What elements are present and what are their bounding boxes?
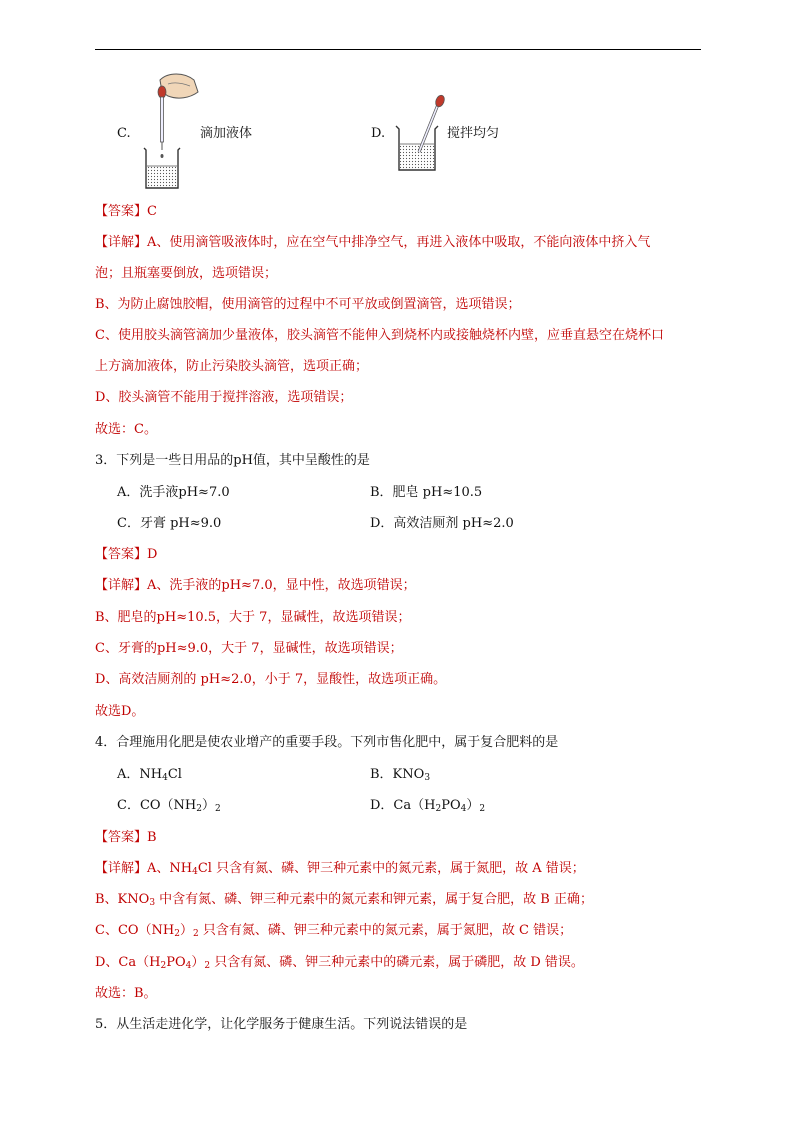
option-c-letter: C.	[117, 126, 131, 141]
q2-detail-line: B、为防止腐蚀胶帽，使用滴管的过程中不可平放或倒置滴管，选项错误；	[95, 297, 521, 312]
q3-option-c: C．牙膏 pH≈9.0	[117, 516, 222, 531]
q2-detail-line: 上方滴加液体，防止污染胶头滴管，选项正确；	[95, 359, 369, 374]
q3-detail-line: D、高效洁厕剂的 pH≈2.0，小于 7，显酸性，故选项正确。	[95, 672, 447, 687]
q3-answer: 【答案】D	[95, 547, 158, 562]
q4-detail-line: 故选：B。	[95, 986, 157, 1001]
q4-detail-line: D、$Ca(H_2PO_4)_2$ 只含有氮、磷、钾三种元素中的磷元素，属于磷肥，故 D 错误。	[95, 955, 584, 971]
q3-detail-line: C、牙膏的pH≈9.0，大于 7，显碱性，故选项错误；	[95, 641, 403, 656]
header-rule	[95, 49, 701, 50]
q4-option-d: D．$Ca(H_2PO_4)_2$	[370, 798, 486, 814]
q3-option-b: B．肥皂 pH≈10.5	[370, 485, 483, 500]
q3-detail-line: B、肥皂的pH≈10.5，大于 7，显碱性，故选项错误；	[95, 610, 411, 625]
q4-answer: 【答案】B	[95, 830, 157, 845]
q4-detail-line: B、$KNO_3$ 中含有氮、磷、钾三种元素中的氮元素和钾元素，属于复合肥，故 B 正确；	[95, 892, 593, 908]
q5-stem: 5．从生活走进化学，让化学服务于健康生活。下列说法错误的是	[95, 1017, 468, 1032]
q4-detail-line: C、$CO(NH_2)_2$ 只含有氮、磷、钾三种元素中的氮元素，属于氮肥，故 C 错误；	[95, 923, 573, 939]
q3-stem: 3．下列是一些日用品的pH值，其中呈酸性的是	[95, 453, 370, 468]
q3-detail-line: 【详解】A、洗手液的pH≈7.0，显中性，故选项错误；	[95, 578, 416, 593]
q4-stem: 4．合理施用化肥是使农业增产的重要手段。下列市售化肥中，属于复合肥料的是	[95, 735, 559, 750]
dropper-stirring-illustration	[393, 94, 447, 174]
q2-detail-line: 【详解】A、使用滴管吸液体时，应在空气中排净空气，再进入液体中吸取，不能向液体中挤入气	[95, 235, 651, 250]
dropper-beaker-illustration	[138, 70, 200, 192]
option-d-letter: D.	[371, 126, 386, 141]
q2-detail-line: C、使用胶头滴管滴加少量液体，胶头滴管不能伸入到烧杯内或接触烧杯内壁，应垂直悬空在烧杯口	[95, 328, 664, 343]
q4-option-c: C．$CO(NH_2)_2$	[117, 798, 221, 814]
q3-option-d: D．高效洁厕剂 pH≈2.0	[370, 516, 514, 531]
option-d-caption: 搅拌均匀	[447, 126, 500, 141]
q2-answer: 【答案】C	[95, 204, 157, 219]
q3-option-a: A．洗手液pH≈7.0	[117, 485, 230, 500]
q2-detail-line: 泡；且瓶塞要倒放，选项错误；	[95, 266, 278, 281]
q4-option-a: A．$NH_4Cl$	[117, 767, 182, 783]
q4-detail-line: 【详解】A、$NH_4Cl$ 只含有氮、磷、钾三种元素中的氮元素，属于氮肥，故 A 错误；	[95, 861, 585, 877]
q2-detail-line: D、胶头滴管不能用于搅拌溶液，选项错误；	[95, 390, 353, 405]
q2-detail-line: 故选：C。	[95, 422, 157, 437]
option-c-caption: 滴加液体	[200, 126, 253, 141]
q4-option-b: B．$KNO_3$	[370, 767, 431, 783]
q3-detail-line: 故选D。	[95, 704, 145, 719]
